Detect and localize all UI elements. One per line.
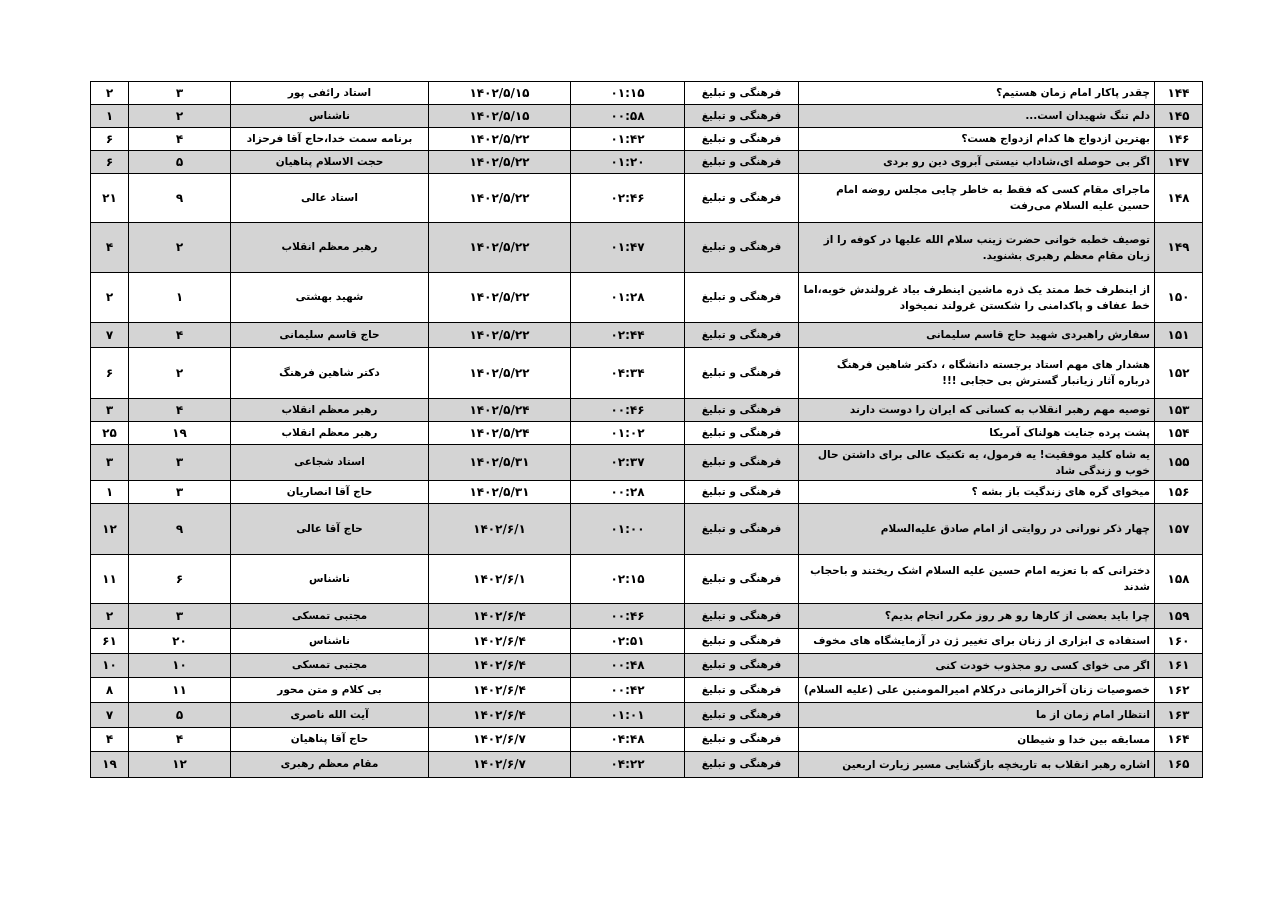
table-row	[91, 151, 1203, 174]
count-cell-a: ۱	[129, 273, 231, 323]
count-cell-a: ۴	[129, 128, 231, 151]
count-cell-a: ۶	[129, 555, 231, 604]
row-number-cell: ۱۴۹	[1155, 223, 1203, 273]
title-cell: چهار ذکر نورانی در روایتی از امام صادق علیه‌السلام	[799, 504, 1155, 555]
title-cell: توصیف خطبه خوانی حضرت زینب سلام الله علیها در کوفه را از زبان مقام معظم رهبری بشنوید.	[799, 223, 1155, 273]
row-number-cell: ۱۴۴	[1155, 82, 1203, 105]
title-cell: چقدر پاکار امام زمان هستیم؟	[799, 82, 1155, 105]
title-cell: بهترین ازدواج ها کدام ازدواج هست؟	[799, 128, 1155, 151]
date-cell: ۱۴۰۲/۶/۴	[429, 654, 571, 678]
duration-cell: ۰۲:۳۷	[571, 445, 685, 481]
table-body	[91, 82, 1203, 778]
category-cell: فرهنگی و تبلیغ	[685, 629, 799, 654]
title-cell: هشدار های مهم استاد برجسته دانشگاه ، دکتر شاهین فرهنگ درباره آثار زیانبار گسترش بی حجابی !!!	[799, 348, 1155, 399]
count-cell-a: ۳	[129, 445, 231, 481]
table-row	[91, 604, 1203, 629]
category-cell: فرهنگی و تبلیغ	[685, 752, 799, 778]
date-cell: ۱۴۰۲/۵/۲۲	[429, 223, 571, 273]
duration-cell: ۰۴:۲۲	[571, 752, 685, 778]
title-cell: استفاده ی ابزاری از زنان برای تغییر ژن در آزمایشگاه های مخوف	[799, 629, 1155, 654]
duration-cell: ۰۰:۴۲	[571, 678, 685, 703]
count-cell-b: ۲	[91, 273, 129, 323]
category-cell: فرهنگی و تبلیغ	[685, 555, 799, 604]
title-cell: پشت پرده جنایت هولناک آمریکا	[799, 422, 1155, 445]
duration-cell: ۰۲:۴۶	[571, 174, 685, 223]
presenter-cell: حاج آقا پناهیان	[231, 728, 429, 752]
count-cell-a: ۵	[129, 151, 231, 174]
count-cell-b: ۸	[91, 678, 129, 703]
table-row	[91, 752, 1203, 778]
category-cell: فرهنگی و تبلیغ	[685, 128, 799, 151]
count-cell-a: ۲۰	[129, 629, 231, 654]
title-cell: از اینطرف خط ممتد یک ذره ماشین اینطرف بیاد غرولندش خوبه،اما خط عفاف و پاکدامنی را شکستن غرولند نمیخواد	[799, 273, 1155, 323]
category-cell: فرهنگی و تبلیغ	[685, 323, 799, 348]
row-number-cell: ۱۶۵	[1155, 752, 1203, 778]
presenter-cell: حاج آقا انصاریان	[231, 481, 429, 504]
table-row	[91, 174, 1203, 223]
duration-cell: ۰۲:۱۵	[571, 555, 685, 604]
date-cell: ۱۴۰۲/۵/۲۲	[429, 174, 571, 223]
title-cell: اگر می خوای کسی رو مجذوب خودت کنی	[799, 654, 1155, 678]
count-cell-b: ۱۰	[91, 654, 129, 678]
count-cell-a: ۳	[129, 481, 231, 504]
count-cell-a: ۹	[129, 504, 231, 555]
count-cell-a: ۵	[129, 703, 231, 728]
title-cell: مسابقه بین خدا و شیطان	[799, 728, 1155, 752]
category-cell: فرهنگی و تبلیغ	[685, 703, 799, 728]
count-cell-b: ۷	[91, 703, 129, 728]
count-cell-b: ۶	[91, 348, 129, 399]
table-row	[91, 273, 1203, 323]
count-cell-b: ۴	[91, 728, 129, 752]
duration-cell: ۰۰:۴۶	[571, 399, 685, 422]
row-number-cell: ۱۵۶	[1155, 481, 1203, 504]
presenter-cell: حجت الاسلام پناهیان	[231, 151, 429, 174]
row-number-cell: ۱۴۶	[1155, 128, 1203, 151]
row-number-cell: ۱۴۸	[1155, 174, 1203, 223]
presenter-cell: شهید بهشتی	[231, 273, 429, 323]
table-row	[91, 445, 1203, 481]
category-cell: فرهنگی و تبلیغ	[685, 399, 799, 422]
row-number-cell: ۱۶۰	[1155, 629, 1203, 654]
count-cell-b: ۳	[91, 445, 129, 481]
count-cell-a: ۲	[129, 105, 231, 128]
row-number-cell: ۱۵۱	[1155, 323, 1203, 348]
duration-cell: ۰۱:۱۵	[571, 82, 685, 105]
count-cell-b: ۱۹	[91, 752, 129, 778]
count-cell-b: ۱۲	[91, 504, 129, 555]
category-cell: فرهنگی و تبلیغ	[685, 678, 799, 703]
duration-cell: ۰۱:۲۸	[571, 273, 685, 323]
count-cell-b: ۳	[91, 399, 129, 422]
row-number-cell: ۱۵۲	[1155, 348, 1203, 399]
category-cell: فرهنگی و تبلیغ	[685, 82, 799, 105]
duration-cell: ۰۱:۴۲	[571, 128, 685, 151]
duration-cell: ۰۱:۰۱	[571, 703, 685, 728]
count-cell-b: ۴	[91, 223, 129, 273]
table-row	[91, 703, 1203, 728]
count-cell-a: ۱۲	[129, 752, 231, 778]
duration-cell: ۰۰:۴۸	[571, 654, 685, 678]
row-number-cell: ۱۵۴	[1155, 422, 1203, 445]
table-row	[91, 728, 1203, 752]
category-cell: فرهنگی و تبلیغ	[685, 481, 799, 504]
date-cell: ۱۴۰۲/۵/۱۵	[429, 105, 571, 128]
presenter-cell: مقام معظم رهبری	[231, 752, 429, 778]
category-cell: فرهنگی و تبلیغ	[685, 273, 799, 323]
count-cell-a: ۳	[129, 82, 231, 105]
count-cell-b: ۶	[91, 151, 129, 174]
date-cell: ۱۴۰۲/۵/۲۲	[429, 323, 571, 348]
duration-cell: ۰۲:۴۴	[571, 323, 685, 348]
count-cell-b: ۱۱	[91, 555, 129, 604]
presenter-cell: حاج آقا عالی	[231, 504, 429, 555]
category-cell: فرهنگی و تبلیغ	[685, 504, 799, 555]
presenter-cell: آیت الله ناصری	[231, 703, 429, 728]
presenter-cell: مجتبی تمسکی	[231, 604, 429, 629]
title-cell: انتظار امام زمان از ما	[799, 703, 1155, 728]
date-cell: ۱۴۰۲/۶/۴	[429, 604, 571, 629]
count-cell-b: ۱	[91, 481, 129, 504]
date-cell: ۱۴۰۲/۶/۴	[429, 629, 571, 654]
table-row	[91, 629, 1203, 654]
title-cell: ماجرای مقام کسی که فقط به خاطر چایی مجلس روضه امام حسین علیه السلام می‌رفت	[799, 174, 1155, 223]
count-cell-b: ۲۱	[91, 174, 129, 223]
table-row	[91, 323, 1203, 348]
duration-cell: ۰۱:۴۷	[571, 223, 685, 273]
row-number-cell: ۱۵۰	[1155, 273, 1203, 323]
duration-cell: ۰۱:۲۰	[571, 151, 685, 174]
title-cell: سفارش راهبردی شهید حاج قاسم سلیمانی	[799, 323, 1155, 348]
count-cell-b: ۲	[91, 604, 129, 629]
presenter-cell: استاد عالی	[231, 174, 429, 223]
presenter-cell: رهبر معظم انقلاب	[231, 223, 429, 273]
date-cell: ۱۴۰۲/۵/۳۱	[429, 481, 571, 504]
category-cell: فرهنگی و تبلیغ	[685, 422, 799, 445]
category-cell: فرهنگی و تبلیغ	[685, 604, 799, 629]
table-row	[91, 128, 1203, 151]
presenter-cell: برنامه سمت خدا،حاج آقا فرحزاد	[231, 128, 429, 151]
presenter-cell: مجتبی تمسکی	[231, 654, 429, 678]
count-cell-a: ۳	[129, 604, 231, 629]
table-row	[91, 348, 1203, 399]
title-cell: یه شاه کلید موفقیت! یه فرمول، یه تکنیک عالی برای داشتن حال خوب و زندگی شاد	[799, 445, 1155, 481]
count-cell-a: ۴	[129, 399, 231, 422]
presenter-cell: ناشناس	[231, 555, 429, 604]
count-cell-b: ۲۵	[91, 422, 129, 445]
row-number-cell: ۱۶۲	[1155, 678, 1203, 703]
count-cell-a: ۴	[129, 728, 231, 752]
video-list-table	[90, 81, 1203, 778]
row-number-cell: ۱۵۵	[1155, 445, 1203, 481]
presenter-cell: ناشناس	[231, 629, 429, 654]
table-row	[91, 422, 1203, 445]
row-number-cell: ۱۴۵	[1155, 105, 1203, 128]
date-cell: ۱۴۰۲/۵/۲۴	[429, 399, 571, 422]
category-cell: فرهنگی و تبلیغ	[685, 348, 799, 399]
presenter-cell: دکتر شاهین فرهنگ	[231, 348, 429, 399]
duration-cell: ۰۰:۵۸	[571, 105, 685, 128]
count-cell-a: ۴	[129, 323, 231, 348]
presenter-cell: استاد رائفی پور	[231, 82, 429, 105]
category-cell: فرهنگی و تبلیغ	[685, 654, 799, 678]
date-cell: ۱۴۰۲/۶/۴	[429, 703, 571, 728]
count-cell-a: ۲	[129, 348, 231, 399]
category-cell: فرهنگی و تبلیغ	[685, 105, 799, 128]
row-number-cell: ۱۵۷	[1155, 504, 1203, 555]
row-number-cell: ۱۶۴	[1155, 728, 1203, 752]
table-row	[91, 82, 1203, 105]
table-row	[91, 504, 1203, 555]
date-cell: ۱۴۰۲/۶/۱	[429, 504, 571, 555]
title-cell: میخوای گره های زندگیت باز بشه ؟	[799, 481, 1155, 504]
date-cell: ۱۴۰۲/۶/۷	[429, 728, 571, 752]
date-cell: ۱۴۰۲/۵/۱۵	[429, 82, 571, 105]
table-row	[91, 399, 1203, 422]
table-row	[91, 105, 1203, 128]
count-cell-b: ۲	[91, 82, 129, 105]
count-cell-a: ۱۰	[129, 654, 231, 678]
count-cell-b: ۶	[91, 128, 129, 151]
table-row	[91, 654, 1203, 678]
presenter-cell: رهبر معظم انقلاب	[231, 422, 429, 445]
count-cell-a: ۲	[129, 223, 231, 273]
table-row	[91, 481, 1203, 504]
row-number-cell: ۱۵۸	[1155, 555, 1203, 604]
count-cell-a: ۱۱	[129, 678, 231, 703]
category-cell: فرهنگی و تبلیغ	[685, 728, 799, 752]
row-number-cell: ۱۵۹	[1155, 604, 1203, 629]
title-cell: خصوصیات زنان آخرالزمانی درکلام امیرالمومنین علی (علیه السلام)	[799, 678, 1155, 703]
presenter-cell: بی کلام و متن محور	[231, 678, 429, 703]
count-cell-a: ۱۹	[129, 422, 231, 445]
title-cell: اگر بی حوصله ای،شاداب نیستی آبروی دین رو بردی	[799, 151, 1155, 174]
title-cell: دخترانی که با تعزیه امام حسین علیه السلام اشک ریختند و باحجاب شدند	[799, 555, 1155, 604]
row-number-cell: ۱۶۱	[1155, 654, 1203, 678]
count-cell-b: ۱	[91, 105, 129, 128]
title-cell: چرا باید بعضی از کارها رو هر روز مکرر انجام بدیم؟	[799, 604, 1155, 629]
date-cell: ۱۴۰۲/۵/۲۲	[429, 348, 571, 399]
duration-cell: ۰۰:۴۶	[571, 604, 685, 629]
presenter-cell: ناشناس	[231, 105, 429, 128]
table-row	[91, 678, 1203, 703]
row-number-cell: ۱۵۳	[1155, 399, 1203, 422]
title-cell: اشاره رهبر انقلاب به تاریخچه بازگشایی مسیر زیارت اربعین	[799, 752, 1155, 778]
duration-cell: ۰۱:۰۲	[571, 422, 685, 445]
date-cell: ۱۴۰۲/۶/۷	[429, 752, 571, 778]
category-cell: فرهنگی و تبلیغ	[685, 445, 799, 481]
presenter-cell: استاد شجاعی	[231, 445, 429, 481]
category-cell: فرهنگی و تبلیغ	[685, 223, 799, 273]
title-cell: دلم تنگ شهیدان است...	[799, 105, 1155, 128]
title-cell: توصیه مهم رهبر انقلاب به کسانی که ایران را دوست دارند	[799, 399, 1155, 422]
duration-cell: ۰۴:۳۴	[571, 348, 685, 399]
date-cell: ۱۴۰۲/۶/۴	[429, 678, 571, 703]
date-cell: ۱۴۰۲/۵/۲۲	[429, 128, 571, 151]
presenter-cell: رهبر معظم انقلاب	[231, 399, 429, 422]
presenter-cell: حاج قاسم سلیمانی	[231, 323, 429, 348]
date-cell: ۱۴۰۲/۵/۲۴	[429, 422, 571, 445]
table-row	[91, 223, 1203, 273]
date-cell: ۱۴۰۲/۵/۳۱	[429, 445, 571, 481]
date-cell: ۱۴۰۲/۵/۲۲	[429, 273, 571, 323]
count-cell-b: ۶۱	[91, 629, 129, 654]
table-row	[91, 555, 1203, 604]
duration-cell: ۰۱:۰۰	[571, 504, 685, 555]
count-cell-a: ۹	[129, 174, 231, 223]
date-cell: ۱۴۰۲/۶/۱	[429, 555, 571, 604]
duration-cell: ۰۰:۲۸	[571, 481, 685, 504]
date-cell: ۱۴۰۲/۵/۲۲	[429, 151, 571, 174]
row-number-cell: ۱۴۷	[1155, 151, 1203, 174]
duration-cell: ۰۲:۵۱	[571, 629, 685, 654]
category-cell: فرهنگی و تبلیغ	[685, 151, 799, 174]
count-cell-b: ۷	[91, 323, 129, 348]
row-number-cell: ۱۶۳	[1155, 703, 1203, 728]
duration-cell: ۰۴:۴۸	[571, 728, 685, 752]
category-cell: فرهنگی و تبلیغ	[685, 174, 799, 223]
